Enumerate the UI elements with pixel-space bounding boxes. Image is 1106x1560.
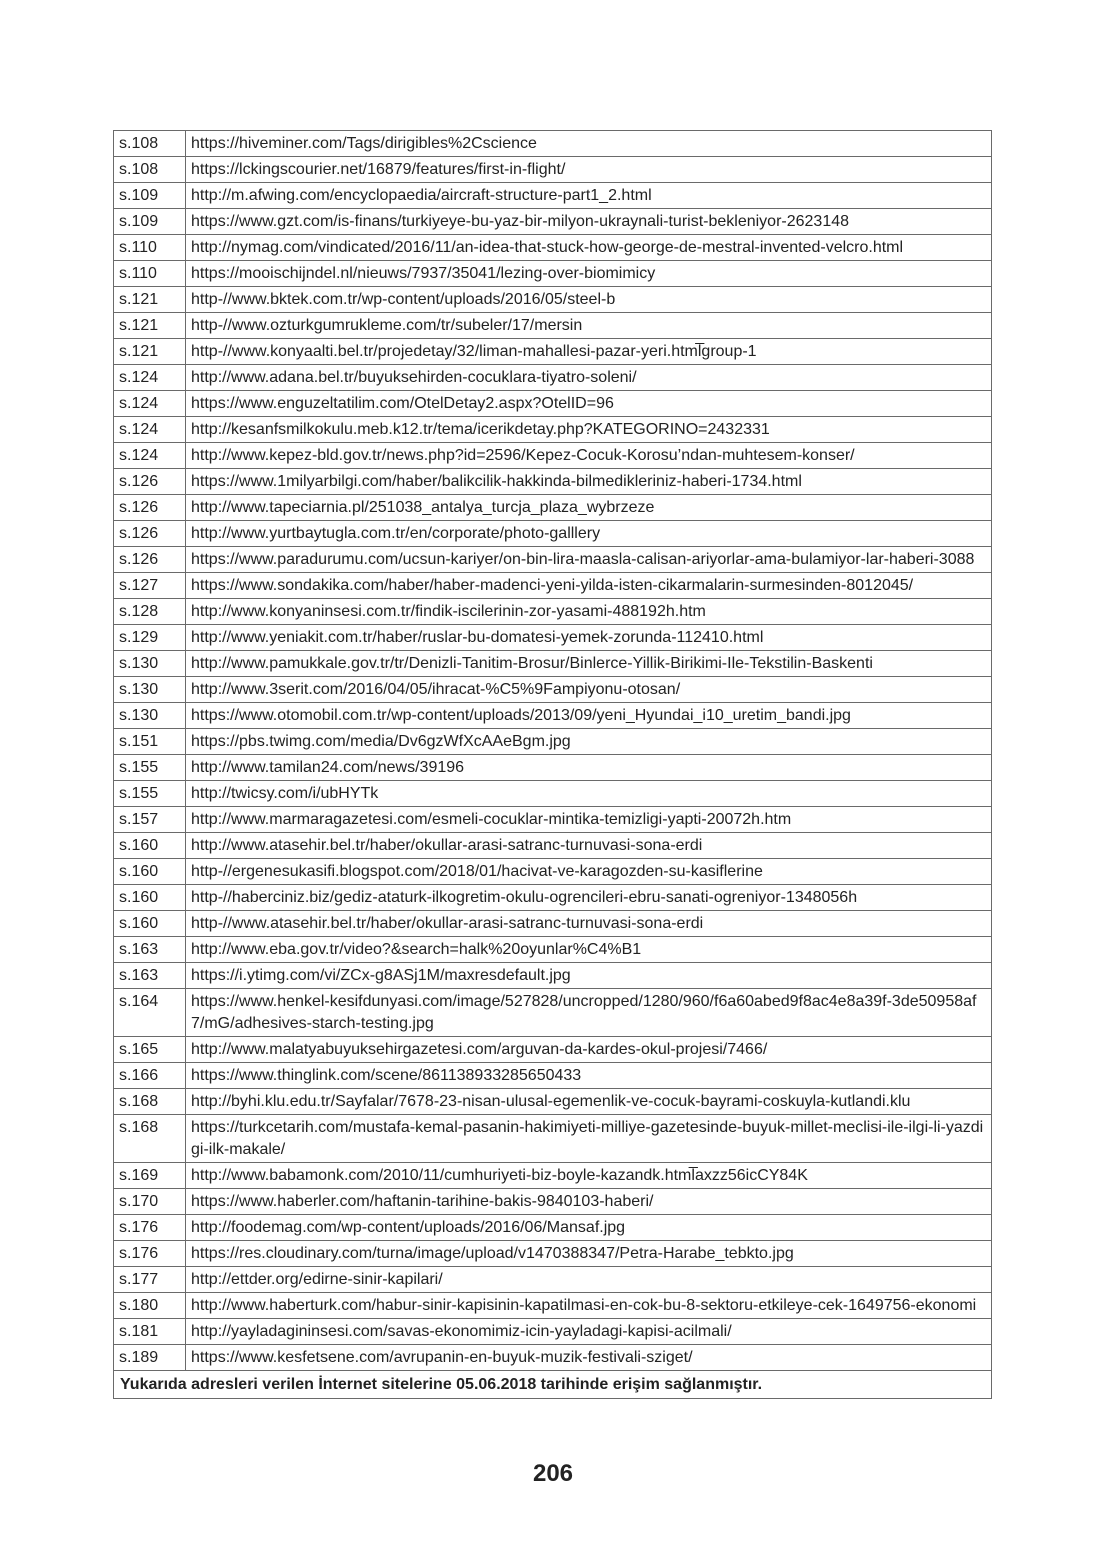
page-reference: s.109 bbox=[114, 183, 186, 209]
page-reference: s.168 bbox=[114, 1089, 186, 1115]
table-row bbox=[114, 755, 992, 781]
table-row bbox=[114, 703, 992, 729]
table-row bbox=[114, 937, 992, 963]
table-row bbox=[114, 1319, 992, 1345]
page-reference: s.170 bbox=[114, 1189, 186, 1215]
table-row bbox=[114, 131, 992, 157]
table-row bbox=[114, 677, 992, 703]
page-reference: s.110 bbox=[114, 235, 186, 261]
page-reference: s.108 bbox=[114, 131, 186, 157]
page-reference: s.163 bbox=[114, 963, 186, 989]
source-url: https://www.henkel-kesifdunyasi.com/image/527828/uncropped/1280/960/f6a60abed9f8ac4e8a39f-3de50958af7/mG/adhesives-starch-testing.jpg bbox=[186, 989, 992, 1037]
page-reference: s.109 bbox=[114, 209, 186, 235]
page-reference: s.130 bbox=[114, 677, 186, 703]
page-reference: s.155 bbox=[114, 781, 186, 807]
source-url: http://www.haberturk.com/habur-sinir-kapisinin-kapatilmasi-en-cok-bu-8-sektoru-etkileye-cek-1649756-ekonomi bbox=[186, 1293, 992, 1319]
page-reference: s.108 bbox=[114, 157, 186, 183]
table-row bbox=[114, 209, 992, 235]
source-url: http://www.adana.bel.tr/buyuksehirden-cocuklara-tiyatro-soleni/ bbox=[186, 365, 992, 391]
source-url: https://www.gzt.com/is-finans/turkiyeye-bu-yaz-bir-milyon-ukraynali-turist-bekleniyor-2623148 bbox=[186, 209, 992, 235]
source-url: http://www.babamonk.com/2010/11/cumhuriyeti-biz-boyle-kazandk.html̅axzz56icCY84K bbox=[186, 1163, 992, 1189]
table-row bbox=[114, 1241, 992, 1267]
table-row bbox=[114, 1115, 992, 1163]
table-row bbox=[114, 1345, 992, 1371]
table-row bbox=[114, 1037, 992, 1063]
page-number: 206 bbox=[532, 1460, 574, 1487]
source-url: https://www.kesfetsene.com/avrupanin-en-buyuk-muzik-festivali-sziget/ bbox=[186, 1345, 992, 1371]
page-reference: s.165 bbox=[114, 1037, 186, 1063]
source-url: http://nymag.com/vindicated/2016/11/an-idea-that-stuck-how-george-de-mestral-invented-velcro.html bbox=[186, 235, 992, 261]
table-row bbox=[114, 1293, 992, 1319]
source-url: http://yayladagininsesi.com/savas-ekonomimiz-icin-yayladagi-kapisi-acilmali/ bbox=[186, 1319, 992, 1345]
sources-table-body bbox=[114, 131, 992, 1371]
page-reference: s.124 bbox=[114, 443, 186, 469]
source-url: http://www.atasehir.bel.tr/haber/okullar-arasi-satranc-turnuvasi-sona-erdi bbox=[186, 833, 992, 859]
source-url: http://www.tapeciarnia.pl/251038_antalya_turcja_plaza_wybrzeze bbox=[186, 495, 992, 521]
table-row bbox=[114, 599, 992, 625]
table-row bbox=[114, 183, 992, 209]
table-row bbox=[114, 989, 992, 1037]
source-url: https://www.enguzeltatilim.com/OtelDetay2.aspx?OtelID=96 bbox=[186, 391, 992, 417]
page-reference: s.164 bbox=[114, 989, 186, 1037]
source-url: http-//www.bktek.com.tr/wp-content/uploads/2016/05/steel-b bbox=[186, 287, 992, 313]
table-row bbox=[114, 1267, 992, 1293]
source-url: https://res.cloudinary.com/turna/image/upload/v1470388347/Petra-Harabe_tebkto.jpg bbox=[186, 1241, 992, 1267]
source-url: https://www.paradurumu.com/ucsun-kariyer/on-bin-lira-maasla-calisan-ariyorlar-ama-bulamiyor-lar-haberi-3088 bbox=[186, 547, 992, 573]
page-reference: s.121 bbox=[114, 339, 186, 365]
page-reference: s.176 bbox=[114, 1215, 186, 1241]
page-reference: s.166 bbox=[114, 1063, 186, 1089]
table-row bbox=[114, 885, 992, 911]
source-url: https://www.thinglink.com/scene/861138933285650433 bbox=[186, 1063, 992, 1089]
page-reference: s.110 bbox=[114, 261, 186, 287]
page-reference: s.155 bbox=[114, 755, 186, 781]
page-reference: s.189 bbox=[114, 1345, 186, 1371]
page-reference: s.126 bbox=[114, 495, 186, 521]
source-url: https://www.haberler.com/haftanin-tarihine-bakis-9840103-haberi/ bbox=[186, 1189, 992, 1215]
source-url: https://www.otomobil.com.tr/wp-content/uploads/2013/09/yeni_Hyundai_i10_uretim_bandi.jpg bbox=[186, 703, 992, 729]
table-row bbox=[114, 573, 992, 599]
page-reference: s.169 bbox=[114, 1163, 186, 1189]
table-row bbox=[114, 625, 992, 651]
source-url: http-//www.konyaalti.bel.tr/projedetay/32/liman-mahallesi-pazar-yeri.html̅group-1 bbox=[186, 339, 992, 365]
source-url: http://kesanfsmilkokulu.meb.k12.tr/tema/icerikdetay.php?KATEGORINO=2432331 bbox=[186, 417, 992, 443]
page-reference: s.176 bbox=[114, 1241, 186, 1267]
source-url: http://www.3serit.com/2016/04/05/ihracat-%C5%9Fampiyonu-otosan/ bbox=[186, 677, 992, 703]
page-reference: s.130 bbox=[114, 703, 186, 729]
table-row bbox=[114, 911, 992, 937]
page-reference: s.128 bbox=[114, 599, 186, 625]
table-row bbox=[114, 261, 992, 287]
source-url: http://byhi.klu.edu.tr/Sayfalar/7678-23-nisan-ulusal-egemenlik-ve-cocuk-bayrami-coskuyla-kutlandi.klu bbox=[186, 1089, 992, 1115]
source-url: https://www.sondakika.com/haber/haber-madenci-yeni-yilda-isten-cikarmalarin-surmesinden-8012045/ bbox=[186, 573, 992, 599]
table-row bbox=[114, 469, 992, 495]
source-url: http://foodemag.com/wp-content/uploads/2016/06/Mansaf.jpg bbox=[186, 1215, 992, 1241]
source-url: http://www.yurtbaytugla.com.tr/en/corporate/photo-galllery bbox=[186, 521, 992, 547]
source-url: https://lckingscourier.net/16879/features/first-in-flight/ bbox=[186, 157, 992, 183]
page-reference: s.160 bbox=[114, 911, 186, 937]
source-url: http://twicsy.com/i/ubHYTk bbox=[186, 781, 992, 807]
page-reference: s.181 bbox=[114, 1319, 186, 1345]
access-date-note-row bbox=[114, 1371, 992, 1399]
page-reference: s.127 bbox=[114, 573, 186, 599]
source-url: https://mooischijndel.nl/nieuws/7937/35041/lezing-over-biomimicy bbox=[186, 261, 992, 287]
source-url: https://www.1milyarbilgi.com/haber/balikcilik-hakkinda-bilmedikleriniz-haberi-1734.html bbox=[186, 469, 992, 495]
table-row bbox=[114, 781, 992, 807]
source-url: https://i.ytimg.com/vi/ZCx-g8ASj1M/maxresdefault.jpg bbox=[186, 963, 992, 989]
table-row bbox=[114, 313, 992, 339]
page-reference: s.124 bbox=[114, 365, 186, 391]
source-url: http://www.kepez-bld.gov.tr/news.php?id=2596/Kepez-Cocuk-Korosu’ndan-muhtesem-konser/ bbox=[186, 443, 992, 469]
page-reference: s.168 bbox=[114, 1115, 186, 1163]
source-url: http://www.tamilan24.com/news/39196 bbox=[186, 755, 992, 781]
page-reference: s.124 bbox=[114, 391, 186, 417]
source-url: https://turkcetarih.com/mustafa-kemal-pasanin-hakimiyeti-milliye-gazetesinde-buyuk-millet-meclisi-ile-ilgi-li-yazdigi-ilk-makale/ bbox=[186, 1115, 992, 1163]
table-row bbox=[114, 391, 992, 417]
table-row bbox=[114, 235, 992, 261]
page-reference: s.129 bbox=[114, 625, 186, 651]
table-row bbox=[114, 1089, 992, 1115]
table-row bbox=[114, 547, 992, 573]
table-row bbox=[114, 729, 992, 755]
source-url: http-//ergenesukasifi.blogspot.com/2018/01/hacivat-ve-karagozden-su-kasiflerine bbox=[186, 859, 992, 885]
table-row bbox=[114, 365, 992, 391]
table-row bbox=[114, 339, 992, 365]
table-row bbox=[114, 963, 992, 989]
source-url: http-//www.ozturkgumrukleme.com/tr/subeler/17/mersin bbox=[186, 313, 992, 339]
table-row bbox=[114, 521, 992, 547]
page-reference: s.163 bbox=[114, 937, 186, 963]
source-url: https://pbs.twimg.com/media/Dv6gzWfXcAAeBgm.jpg bbox=[186, 729, 992, 755]
page-reference: s.160 bbox=[114, 885, 186, 911]
page-reference: s.157 bbox=[114, 807, 186, 833]
table-row bbox=[114, 1189, 992, 1215]
source-url: http://ettder.org/edirne-sinir-kapilari/ bbox=[186, 1267, 992, 1293]
table-row bbox=[114, 1163, 992, 1189]
page-reference: s.130 bbox=[114, 651, 186, 677]
page-reference: s.126 bbox=[114, 547, 186, 573]
table-row bbox=[114, 495, 992, 521]
page-reference: s.124 bbox=[114, 417, 186, 443]
access-date-note: Yukarıda adresleri verilen İnternet sitelerine 05.06.2018 tarihinde erişim sağlanmıştır. bbox=[114, 1371, 992, 1399]
source-url: https://hiveminer.com/Tags/dirigibles%2Cscience bbox=[186, 131, 992, 157]
source-url: http://www.marmaragazetesi.com/esmeli-cocuklar-mintika-temizligi-yapti-20072h.htm bbox=[186, 807, 992, 833]
page-reference: s.126 bbox=[114, 469, 186, 495]
table-row bbox=[114, 287, 992, 313]
page-reference: s.160 bbox=[114, 833, 186, 859]
table-row bbox=[114, 157, 992, 183]
page-reference: s.180 bbox=[114, 1293, 186, 1319]
page-reference: s.126 bbox=[114, 521, 186, 547]
page-reference: s.177 bbox=[114, 1267, 186, 1293]
table-row bbox=[114, 1063, 992, 1089]
page-reference: s.151 bbox=[114, 729, 186, 755]
table-row bbox=[114, 651, 992, 677]
sources-table bbox=[113, 130, 992, 1399]
source-url: http://www.pamukkale.gov.tr/tr/Denizli-Tanitim-Brosur/Binlerce-Yillik-Birikimi-Ile-Tekstilin-Baskenti bbox=[186, 651, 992, 677]
table-row bbox=[114, 1215, 992, 1241]
table-row bbox=[114, 807, 992, 833]
page-reference: s.121 bbox=[114, 287, 186, 313]
table-row bbox=[114, 417, 992, 443]
table-row bbox=[114, 833, 992, 859]
source-url: http://www.eba.gov.tr/video?&search=halk%20oyunlar%C4%B1 bbox=[186, 937, 992, 963]
source-url: http-//haberciniz.biz/gediz-ataturk-ilkogretim-okulu-ogrencileri-ebru-sanati-ogreniyor-1348056h bbox=[186, 885, 992, 911]
source-url: http-//www.atasehir.bel.tr/haber/okullar-arasi-satranc-turnuvasi-sona-erdi bbox=[186, 911, 992, 937]
source-url: http://www.yeniakit.com.tr/haber/ruslar-bu-domatesi-yemek-zorunda-112410.html bbox=[186, 625, 992, 651]
source-url: http://www.malatyabuyuksehirgazetesi.com/arguvan-da-kardes-okul-projesi/7466/ bbox=[186, 1037, 992, 1063]
page-reference: s.121 bbox=[114, 313, 186, 339]
source-url: http://m.afwing.com/encyclopaedia/aircraft-structure-part1_2.html bbox=[186, 183, 992, 209]
source-url: http://www.konyaninsesi.com.tr/findik-iscilerinin-zor-yasami-488192h.htm bbox=[186, 599, 992, 625]
table-row bbox=[114, 443, 992, 469]
page-reference: s.160 bbox=[114, 859, 186, 885]
table-row bbox=[114, 859, 992, 885]
